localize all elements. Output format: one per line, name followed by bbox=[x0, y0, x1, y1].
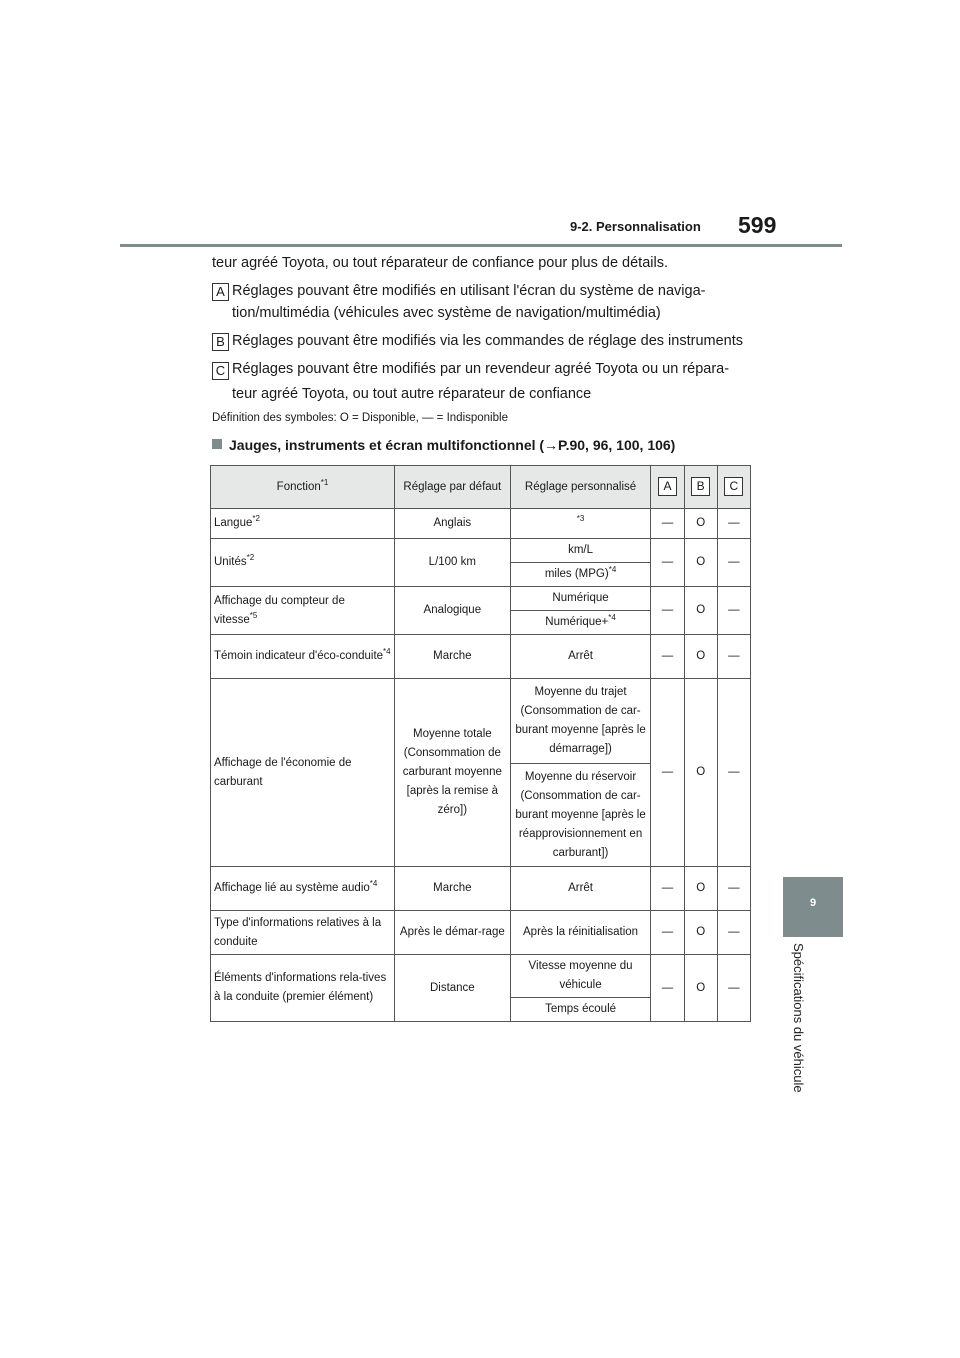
cell-custom: Numérique+$^{*4}$ bbox=[510, 611, 651, 635]
table-row bbox=[211, 587, 751, 611]
intro-text: teur agréé Toyota, ou tout réparateur de confiance pour plus de détails. bbox=[212, 255, 668, 271]
cell-default: Moyenne totale (Consommation de carburant moyenne [après la remise à zéro]) bbox=[395, 679, 511, 867]
cell-c: — bbox=[717, 635, 750, 679]
section-title-header: 9-2. Personnalisation bbox=[570, 219, 701, 234]
cell-c: — bbox=[717, 679, 750, 867]
settings-table bbox=[210, 465, 751, 1022]
section-heading-text: Jauges, instruments et écran multifonctionnel (→P.90, 96, 100, 106) bbox=[229, 437, 676, 453]
item-a-line1: Réglages pouvant être modifiés en utilisant l'écran du système de naviga- bbox=[232, 283, 706, 299]
table-row bbox=[211, 509, 751, 539]
cell-custom: Arrêt bbox=[510, 867, 651, 911]
cell-function: Type d'informations relatives à la conduite bbox=[211, 911, 395, 955]
cell-b: O bbox=[684, 679, 717, 867]
page-number: 599 bbox=[738, 212, 777, 238]
cell-b: O bbox=[684, 539, 717, 587]
cell-a: — bbox=[651, 679, 684, 867]
header-rule bbox=[120, 244, 842, 247]
cell-function: Témoin indicateur d'éco-conduite$^{*4}$ bbox=[211, 635, 395, 679]
table-row bbox=[211, 679, 751, 764]
cell-b: O bbox=[684, 635, 717, 679]
cell-b: O bbox=[684, 911, 717, 955]
cell-a: — bbox=[651, 911, 684, 955]
header-custom: Réglage personnalisé bbox=[510, 466, 651, 509]
cell-b: O bbox=[684, 867, 717, 911]
cell-default: Marche bbox=[395, 867, 511, 911]
letter-c-box: C bbox=[212, 362, 229, 380]
table-row bbox=[211, 539, 751, 563]
cell-c: — bbox=[717, 911, 750, 955]
item-c-line2: teur agréé Toyota, ou tout autre réparateur de confiance bbox=[232, 386, 592, 402]
chapter-tab[interactable] bbox=[783, 877, 843, 937]
header-default: Réglage par défaut bbox=[395, 466, 511, 509]
section-heading bbox=[212, 437, 675, 453]
cell-function: Langue$^{*2}$ bbox=[211, 509, 395, 539]
symbol-definition: Définition des symboles: O = Disponible, — = Indisponible bbox=[212, 412, 508, 424]
item-b-line1: Réglages pouvant être modifiés via les commandes de réglage des instruments bbox=[232, 333, 743, 349]
cell-function: Unités$^{*2}$ bbox=[211, 539, 395, 587]
square-bullet-icon bbox=[212, 439, 222, 449]
cell-a: — bbox=[651, 509, 684, 539]
item-a-line2: tion/multimédia (véhicules avec système de navigation/multimédia) bbox=[232, 305, 661, 321]
header-c: C bbox=[717, 466, 750, 509]
cell-b: O bbox=[684, 587, 717, 635]
cell-default: Distance bbox=[395, 955, 511, 1022]
table-row bbox=[211, 911, 751, 955]
cell-function: Affichage lié au système audio$^{*4}$ bbox=[211, 867, 395, 911]
header-function: Fonction$^{*1}$ bbox=[211, 466, 395, 509]
cell-default: Anglais bbox=[395, 509, 511, 539]
header-b: B bbox=[684, 466, 717, 509]
cell-custom: km/L bbox=[510, 539, 651, 563]
letter-a-box: A bbox=[212, 283, 229, 301]
cell-default: Marche bbox=[395, 635, 511, 679]
cell-custom: Moyenne du trajet (Consommation de car-burant moyenne [après le démarrage]) bbox=[510, 679, 651, 764]
cell-c: — bbox=[717, 539, 750, 587]
cell-custom: Temps écoulé bbox=[510, 998, 651, 1022]
cell-b: O bbox=[684, 955, 717, 1022]
cell-default: Analogique bbox=[395, 587, 511, 635]
table-header-row bbox=[211, 466, 751, 509]
cell-function: Affichage du compteur de vitesse$^{*5}$ bbox=[211, 587, 395, 635]
cell-custom: Arrêt bbox=[510, 635, 651, 679]
cell-c: — bbox=[717, 867, 750, 911]
cell-c: — bbox=[717, 509, 750, 539]
cell-default: Après le démar-rage bbox=[395, 911, 511, 955]
cell-custom: miles (MPG)$^{*4}$ bbox=[510, 563, 651, 587]
chapter-label: Spécifications du véhicule bbox=[791, 943, 806, 1093]
item-c-line1: Réglages pouvant être modifiés par un revendeur agréé Toyota ou un répara- bbox=[232, 361, 730, 377]
cell-a: — bbox=[651, 539, 684, 587]
table-row bbox=[211, 635, 751, 679]
cell-a: — bbox=[651, 635, 684, 679]
cell-b: O bbox=[684, 509, 717, 539]
cell-function: Éléments d'informations rela-tives à la conduite (premier élément) bbox=[211, 955, 395, 1022]
table-row bbox=[211, 867, 751, 911]
cell-custom: Moyenne du réservoir (Consommation de car-burant moyenne [après le réapprovisionnement en carburant]) bbox=[510, 764, 651, 867]
cell-a: — bbox=[651, 867, 684, 911]
cell-a: — bbox=[651, 955, 684, 1022]
cell-custom: Numérique bbox=[510, 587, 651, 611]
chapter-number: 9 bbox=[809, 897, 817, 909]
cell-default: L/100 km bbox=[395, 539, 511, 587]
cell-custom: Vitesse moyenne du véhicule bbox=[510, 955, 651, 998]
cell-c: — bbox=[717, 955, 750, 1022]
table-row bbox=[211, 955, 751, 998]
cell-custom: *3 bbox=[510, 509, 651, 539]
cell-function: Affichage de l'économie de carburant bbox=[211, 679, 395, 867]
cell-a: — bbox=[651, 587, 684, 635]
cell-c: — bbox=[717, 587, 750, 635]
cell-custom: Après la réinitialisation bbox=[510, 911, 651, 955]
header-a: A bbox=[651, 466, 684, 509]
letter-b-box: B bbox=[212, 333, 229, 351]
